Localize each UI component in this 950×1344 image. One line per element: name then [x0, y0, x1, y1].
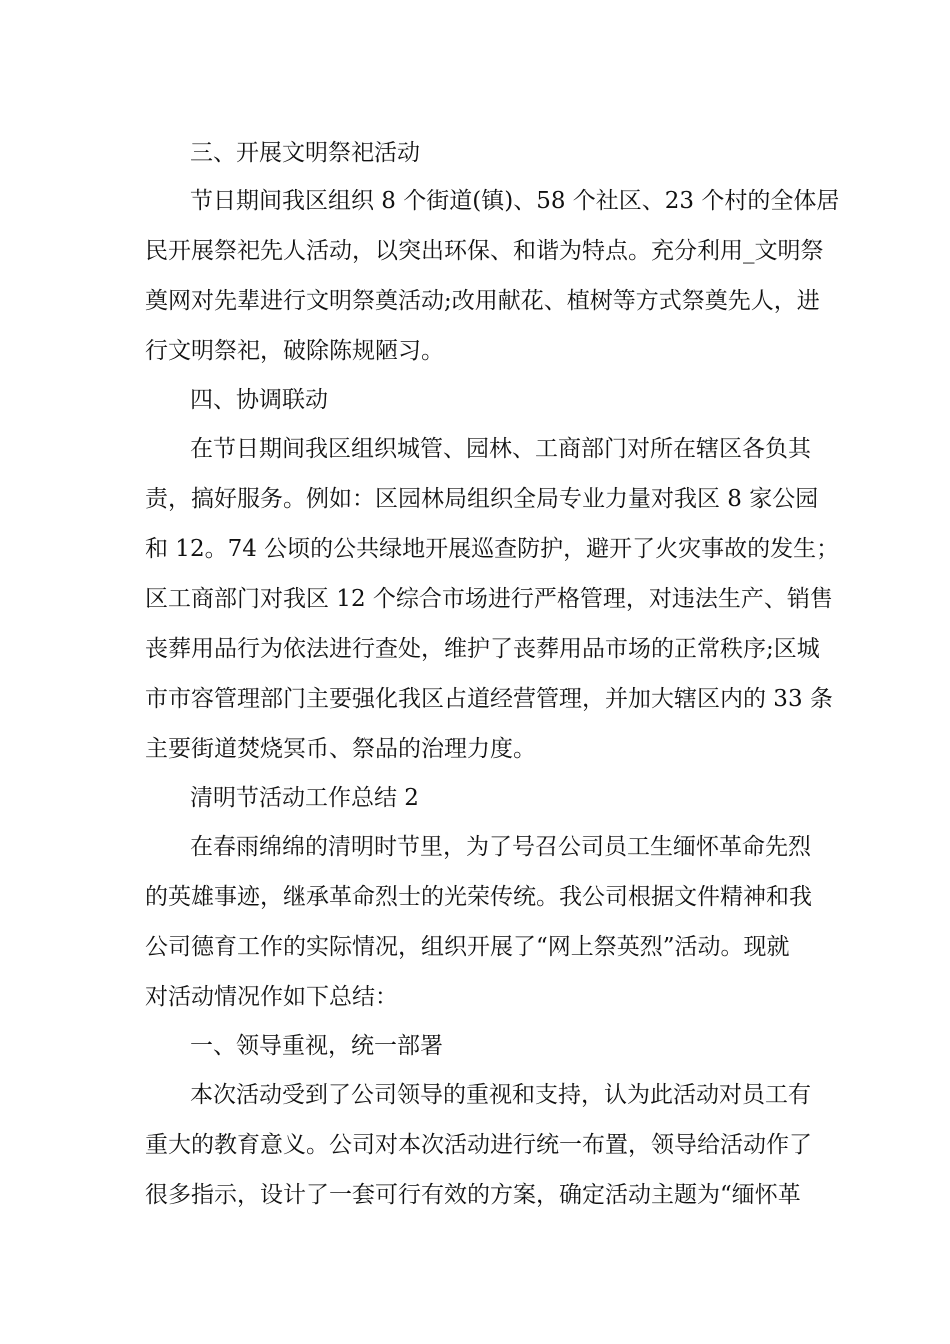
- paragraph-line: 重大的教育意义。公司对本次活动进行统一布置，领导给活动作了: [145, 1132, 812, 1158]
- paragraph-line: 奠网对先辈进行文明祭奠活动;改用献花、植树等方式祭奠先人，进: [145, 288, 820, 314]
- paragraph-line: 行文明祭祀，破除陈规陋习。: [145, 338, 444, 364]
- section-heading: 四、协调联动: [190, 387, 328, 413]
- paragraph-line: 本次活动受到了公司领导的重视和支持，认为此活动对员工有: [190, 1082, 811, 1108]
- paragraph-line: 区工商部门对我区 12 个综合市场进行严格管理，对违法生产、销售: [145, 586, 833, 612]
- paragraph-line: 对活动情况作如下总结：: [145, 984, 398, 1010]
- paragraph-line: 很多指示，设计了一套可行有效的方案，确定活动主题为“缅怀革: [145, 1182, 801, 1208]
- paragraph-line: 和 12。74 公顷的公共绿地开展巡查防护，避开了火灾事故的发生；: [145, 536, 840, 562]
- paragraph-line: 在节日期间我区组织城管、园林、工商部门对所在辖区各负其: [190, 436, 811, 462]
- paragraph-line: 责，搞好服务。例如：区园林局组织全局专业力量对我区 8 家公园: [145, 486, 819, 512]
- paragraph-line: 主要街道焚烧冥币、祭品的治理力度。: [145, 736, 536, 762]
- paragraph-line: 在春雨绵绵的清明时节里，为了号召公司员工生缅怀革命先烈: [190, 834, 811, 860]
- paragraph-line: 市市容管理部门主要强化我区占道经营管理，并加大辖区内的 33 条: [145, 686, 833, 712]
- paragraph-line: 的英雄事迹，继承革命烈士的光荣传统。我公司根据文件精神和我: [145, 884, 812, 910]
- paragraph-line: 节日期间我区组织 8 个街道(镇)、58 个社区、23 个村的全体居: [190, 188, 840, 214]
- paragraph-line: 公司德育工作的实际情况，组织开展了“网上祭英烈”活动。现就: [145, 934, 790, 960]
- section-heading: 一、领导重视，统一部署: [190, 1033, 443, 1059]
- paragraph-line: 民开展祭祀先人活动，以突出环保、和谐为特点。充分利用_文明祭: [145, 238, 824, 264]
- section-heading: 三、开展文明祭祀活动: [190, 140, 420, 166]
- section-heading: 清明节活动工作总结 2: [190, 785, 419, 811]
- paragraph-line: 丧葬用品行为依法进行查处，维护了丧葬用品市场的正常秩序;区城: [145, 636, 820, 662]
